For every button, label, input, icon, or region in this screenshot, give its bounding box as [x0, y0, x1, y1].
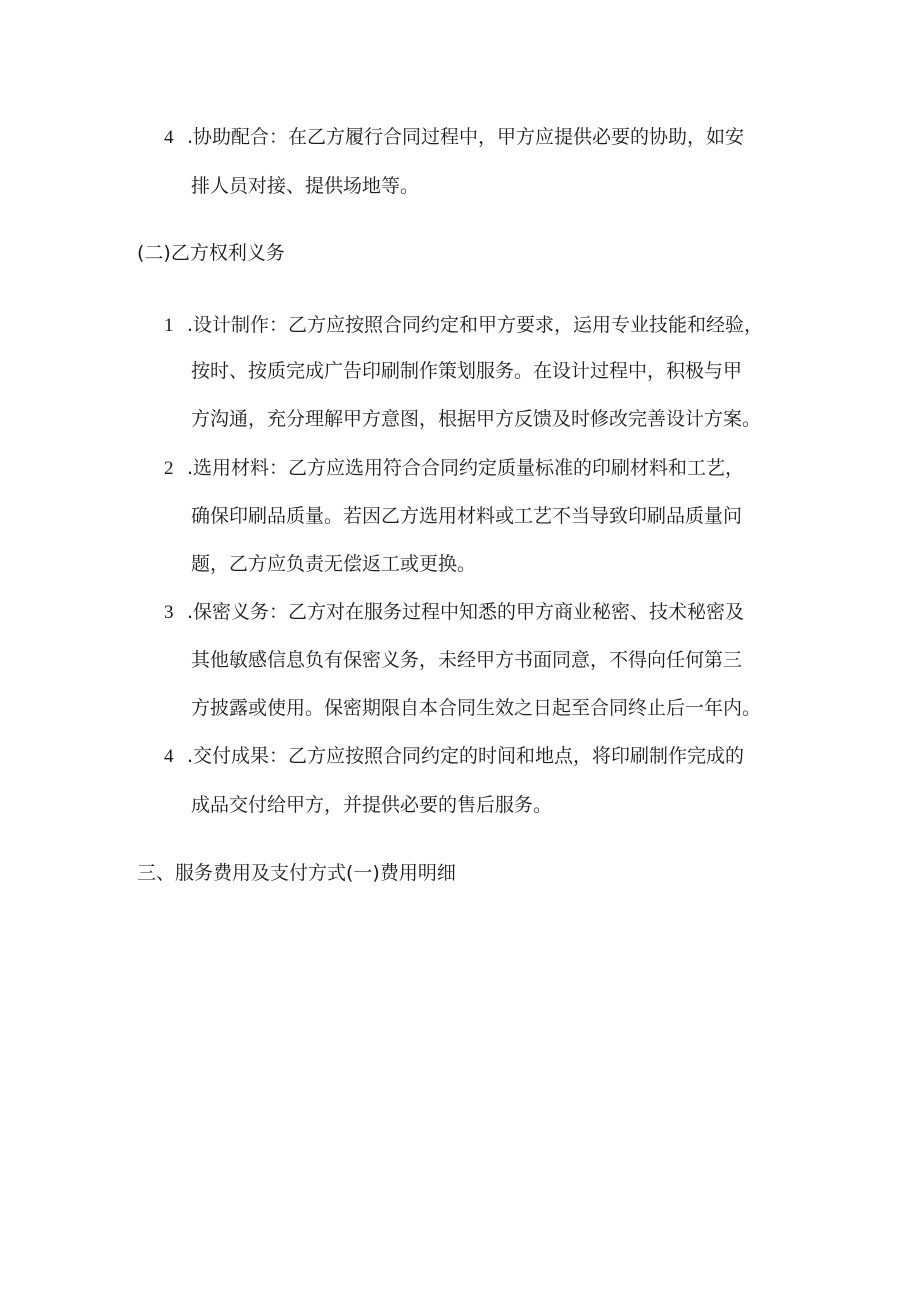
item-text-line: 其他敏感信息负有保密义务，未经甲方书面同意，不得向任何第三 [191, 649, 743, 671]
item-text-line: 确保印刷品质量。若因乙方选用材料或工艺不当导致印刷品质量问 [191, 505, 743, 527]
item-text-line: 题，乙方应负责无偿返工或更换。 [191, 553, 477, 575]
item-text-line: 排人员对接、提供场地等。 [191, 175, 420, 197]
section-heading: (二)乙方权利义务 [137, 242, 285, 264]
item-text-line: 按时、按质完成广告印刷制作策划服务。在设计过程中，积极与甲 [191, 360, 743, 382]
item-number: 4 [164, 746, 174, 767]
item-text-line: .保密义务：乙方对在服务过程中知悉的甲方商业秘密、技术秘密及 [187, 601, 745, 623]
item-number: 4 [164, 127, 174, 148]
section-heading: 三、服务费用及支付方式(一)费用明细 [137, 862, 456, 884]
item-number: 1 [164, 315, 174, 336]
item-text-line: 方沟通，充分理解甲方意图，根据甲方反馈及时修改完善设计方案。 [191, 408, 762, 430]
item-number: 2 [164, 458, 174, 479]
item-text-line: .交付成果：乙方应按照合同约定的时间和地点，将印刷制作完成的 [187, 745, 745, 767]
item-number: 3 [164, 602, 174, 623]
item-text-line: .协助配合：在乙方履行合同过程中，甲方应提供必要的协助，如安 [187, 126, 745, 148]
item-text-line: 方披露或使用。保密期限自本合同生效之日起至合同终止后一年内。 [191, 697, 762, 719]
item-text-line: .选用材料：乙方应选用符合合同约定质量标准的印刷材料和工艺， [187, 457, 745, 479]
item-text-line: .设计制作：乙方应按照合同约定和甲方要求，运用专业技能和经验， [187, 314, 764, 336]
item-text-line: 成品交付给甲方，并提供必要的售后服务。 [191, 794, 553, 816]
